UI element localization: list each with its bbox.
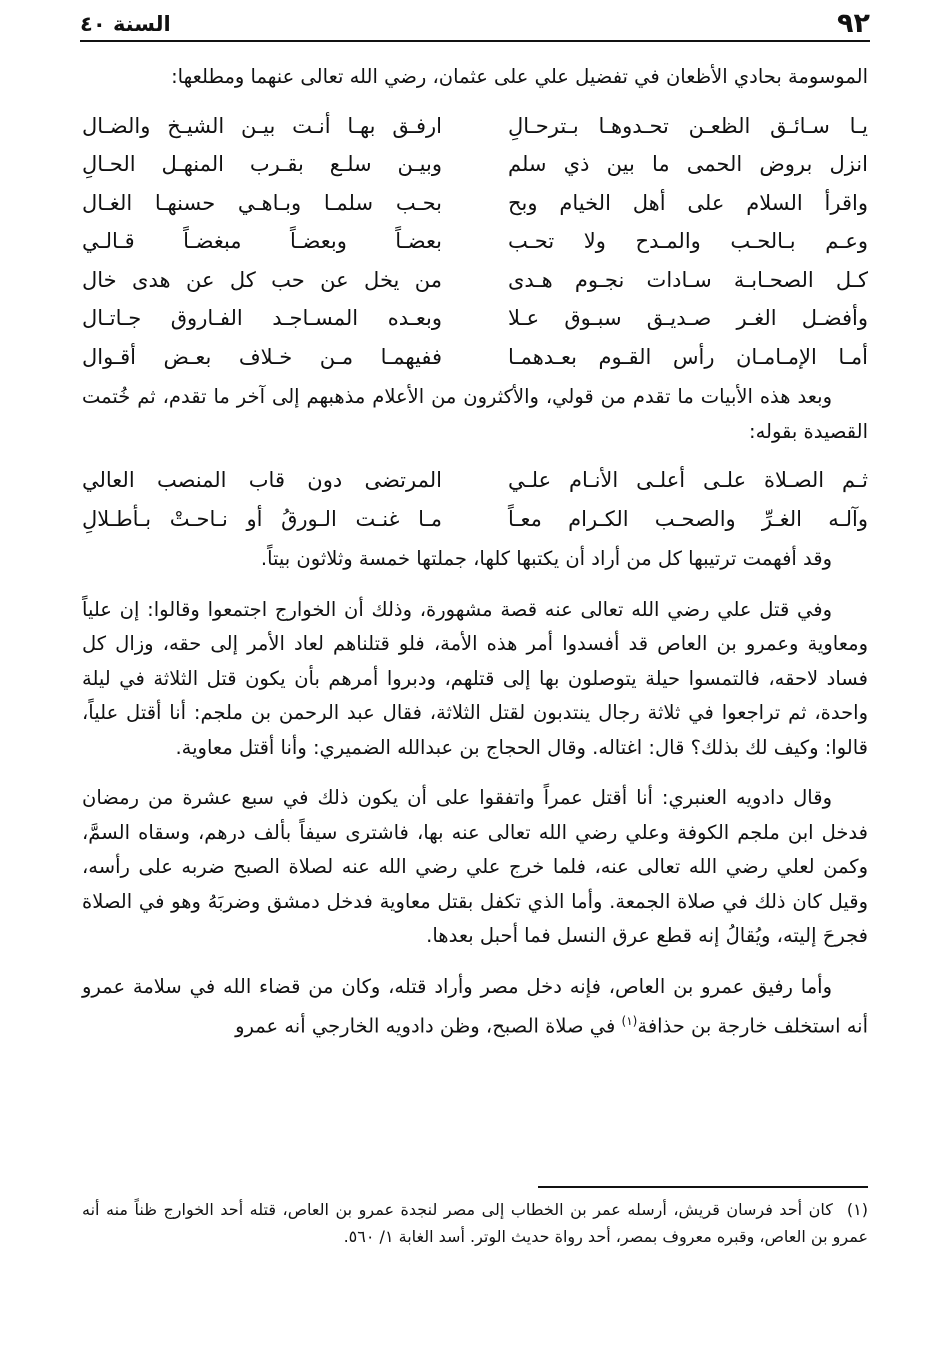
- verse-line: [82, 338, 868, 377]
- verse-first-hemistich: كـل الصحـابـة سـادات نجـوم هـدى: [508, 267, 868, 292]
- intro-paragraph: الموسومة بحادي الأظعان في تفضيل علي على عثمان، رضي الله تعالى عنهما ومطلعها:: [171, 65, 868, 88]
- verse-line: [82, 261, 868, 300]
- verse-second-hemistich: وبيـن سلـع بقـرب المنهـل الحـالِ: [82, 152, 442, 177]
- paragraph-text-tail: في صلاة الصبح، وظن دادويه الخارجي أنه عمرو: [235, 1014, 622, 1038]
- verse-line: [82, 299, 868, 338]
- page-number: ٩٢: [837, 8, 870, 39]
- footnote-reference[interactable]: (١): [621, 1014, 638, 1028]
- verse-first-hemistich: وأفضـل الغـر صـديـق سبـوق عـلا: [508, 306, 868, 331]
- verse-first-hemistich: أمـا الإمـامـان رأس القـوم بعـدهمـا: [508, 344, 868, 369]
- verse-line: [82, 145, 868, 184]
- verse-second-hemistich: بحـب سلمـا وبـاهـي حسنهـا الغـال: [82, 190, 442, 215]
- paragraph-amr-ibn-al-as: [82, 970, 868, 1045]
- paragraph-after-poem: وبعد هذه الأبيات ما تقدم من قولي، والأكثرون من الأعلام مذهبهم إلى آخر ما تقدم، ثم خُتمت القصيدة بقوله:: [82, 385, 868, 443]
- footnote-divider: [538, 1186, 868, 1188]
- running-title: السنة ٤٠: [80, 12, 171, 36]
- verse-line: [82, 222, 868, 261]
- footnote: [82, 1196, 868, 1250]
- verse-line: [82, 500, 868, 539]
- verse-second-hemistich: ففيهمـا مـن خـلاف بعـض أقـوال: [82, 344, 442, 369]
- verse-second-hemistich: بعضـاً وبعضـاً مبغضـاً قـالـي: [82, 229, 442, 254]
- verse-first-hemistich: يـا سـائـق الظعـن تحـدوهـا بـترحـالِ: [508, 113, 868, 138]
- paragraph-killing-of-ali: وفي قتل علي رضي الله تعالى عنه قصة مشهورة، وذلك أن الخوارج اجتمعوا وقالوا: إن علياً ومعاوية وعمرو بن العاص قد أفسدوا أمر هذه الأمة، فلو قتلناهم لعاد الأمر إلى حقه، وزال كل فساد لاحقه، فالتمسوا حيلة يتوصلون بها إلى قتلهم، ودبروا أمرهم بأن يكون قتل الثلاثة في ليلة واحدة، ثم تراجعوا في ثلاثة رجال ينتدبون لقتل الثلاثة، فقال عبد الرحمن بن ملجم: أنا أقتل علياً، قالوا: وكيف لك بذلك؟ قال: اغتاله. وقال الحجاج بن عبدالله الضميري: وأنا أقتل معاوية.: [82, 597, 868, 759]
- verse-second-hemistich: من يخل عن حب كل عن هدى خال: [82, 267, 442, 292]
- footnote-marker: (١): [846, 1200, 868, 1219]
- footnote-text: كان أحد فرسان قريش، أرسله عمر بن الخطاب إلى مصر لنجدة عمرو بن العاص، قتله أحد الخوارج ظناً منه أنه عمرو بن العاص، وقبره معروف بمصر، أحد رواة حديث الوتر. أسد الغابة ١/ ٥٦٠.: [82, 1200, 868, 1246]
- page-header: [80, 8, 870, 42]
- verse-line: [82, 461, 868, 500]
- verse-second-hemistich: مـا غنـت الـورقُ أو نـاحـتْ بـأطـلالِ: [82, 506, 442, 531]
- paragraph-verse-count: وقد أفهمت ترتيبها كل من أراد أن يكتبها كلها، جملتها خمسة وثلاثون بيتاً.: [260, 547, 832, 570]
- verse-first-hemistich: واقرأ السلام على أهل الخيام وبح: [508, 190, 868, 215]
- paragraph-text: وأما رفيق عمرو بن العاص، فإنه دخل مصر وأراد قتله، وكان من قضاء الله في سلامة عمرو أنه استخلف خارجة بن حذافة: [82, 974, 868, 1038]
- verse-second-hemistich: وبعـده المسـاجـد الفـاروق جـاتـال: [82, 306, 442, 331]
- verse-second-hemistich: المرتضى دون قاب المنصب العالي: [82, 468, 442, 493]
- verse-first-hemistich: وعـم بـالحـب والمـدح ولا تحـب: [508, 229, 868, 254]
- verse-first-hemistich: ثـم الصـلاة علـى أعلـى الأنـام علـي: [508, 468, 868, 493]
- verse-second-hemistich: ارفـق بهـا أنـت بيـن الشيـخ والضـال: [82, 113, 442, 138]
- poem-stanza-2: [82, 461, 868, 538]
- verse-first-hemistich: انزل بروض الحمى ما بين ذي سلم: [508, 152, 868, 177]
- verse-line: [82, 107, 868, 146]
- verse-first-hemistich: وآلـه الغـرِّ والصحـب الكـرام معـاً: [508, 506, 868, 531]
- page-body: [82, 60, 868, 1044]
- poem-stanza-1: [82, 107, 868, 377]
- verse-line: [82, 184, 868, 223]
- paragraph-dadawayh: وقال دادويه العنبري: أنا أقتل عمراً واتفقوا على أن يكون ذلك في سبع عشرة من رمضان فدخل ابن ملجم الكوفة وعلي رضي الله تعالى عنه بها، فاشترى سيفاً بألف درهم، وسقاه السمَّ، وكمن لعلي رضي الله تعالى عنه، فلما خرج علي رضي الله عنه لصلاة الصبح ضربه على رأسه، وقيل كان ذلك في صلاة الجمعة. وأما الذي تكفل بقتل معاوية فدخل دمشق وضربَهُ وهو في الصلاة فجرحَ إليته، ويُقالُ إنه قطع عرق النسل فما أحبل بعدها.: [82, 786, 868, 947]
